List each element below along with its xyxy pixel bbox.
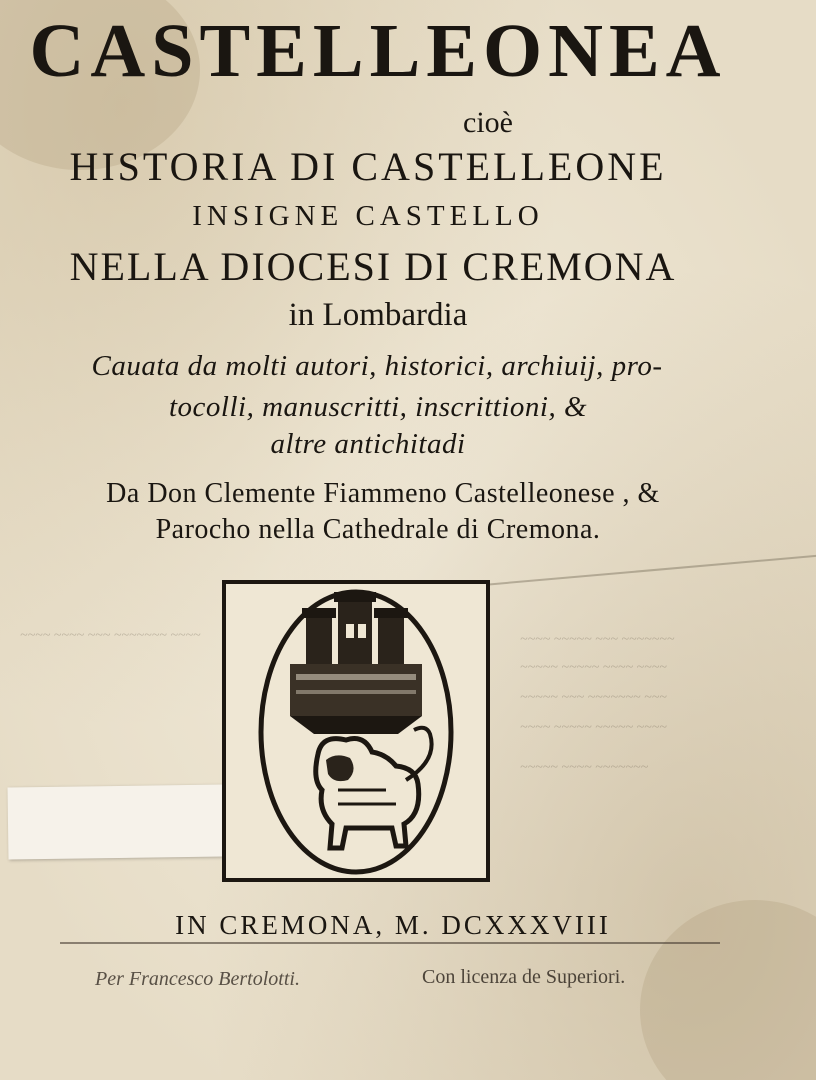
title-line-diocesi: NELLA DIOCESI DI CREMONA	[69, 244, 677, 289]
bleed-through-text: ~~~~~ ~~~ ~~~~~~~ ~~~	[520, 690, 667, 705]
castle-lion-emblem-icon	[222, 580, 490, 882]
title-line-insigne: INSIGNE CASTELLO	[192, 200, 544, 232]
bleed-through-text: ~~~~~ ~~~~~ ~~~~ ~~~~	[520, 660, 667, 675]
subtitle-line-2: tocolli, manuscritti, inscrittioni, &	[168, 391, 588, 423]
stain	[640, 900, 816, 1080]
title-line-historia: HISTORIA DI CASTELLEONE	[69, 144, 667, 189]
bleed-through-text: ~~~~ ~~~~~ ~~~~~ ~~~~	[520, 720, 667, 735]
imprint-place-date: IN CREMONA, M. DCXXXVIII	[175, 910, 611, 940]
title-connector: cioè	[463, 106, 513, 139]
book-title: CASTELLEONEA	[29, 9, 727, 93]
publisher-line: Per Francesco Bertolotti.	[95, 968, 300, 990]
bleed-through-text: ~~~~ ~~~~ ~~~ ~~~~~~~ ~~~~	[20, 628, 201, 643]
imprint-rule	[60, 942, 720, 944]
subtitle-line-1: Cauata da molti autori, historici, archiuij, pro-	[91, 350, 663, 382]
subtitle-line-3: altre antichitadi	[270, 428, 466, 460]
bleed-through-text: ~~~~ ~~~~~ ~~~ ~~~~~~~	[520, 632, 675, 647]
author-line-2: Parocho nella Cathedrale di Cremona.	[155, 514, 601, 545]
paper-label-strip	[8, 785, 224, 860]
bleed-through-text: ~~~~~ ~~~~ ~~~~~~~	[520, 760, 649, 775]
emblem-drawing	[226, 584, 486, 878]
license-line: Con licenza de Superiori.	[422, 966, 626, 988]
author-line-1: Da Don Clemente Fiammeno Castelleonese , &	[106, 478, 660, 509]
title-line-lombardia: in Lombardia	[288, 297, 468, 333]
